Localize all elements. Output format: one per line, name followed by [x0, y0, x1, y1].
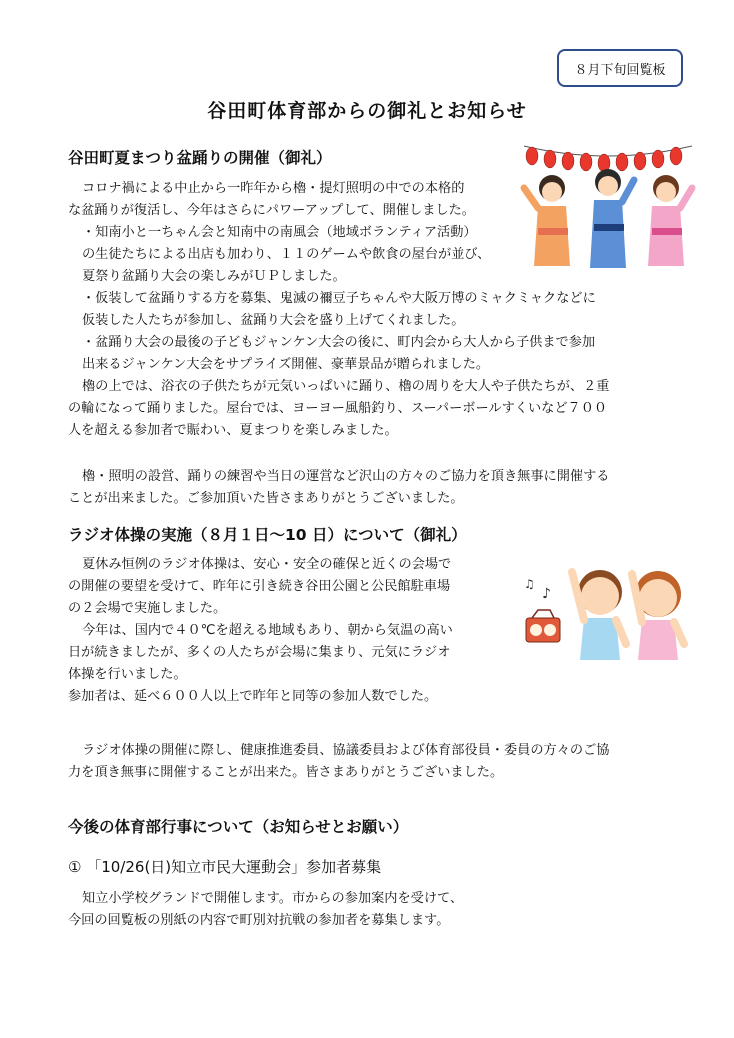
circulation-badge: ８月下旬回覧板 — [557, 49, 683, 87]
bon-odori-thanks: 櫓・照明の設営、踊りの練習や当日の運営など沢山の方々のご協力を頂き無事に開催する ことが出来ました。ご参加頂いた皆さまありがとうございました。 — [68, 469, 610, 506]
radio-taiso-children-illustration — [522, 548, 694, 668]
svg-text:♪: ♪ — [542, 586, 551, 602]
section-heading-bon-odori: 谷田町夏まつり盆踊りの開催（御礼） — [68, 149, 332, 167]
event-heading-undokai: ① 「10/26(日)知立市民大運動会」参加者募集 — [68, 858, 382, 876]
radio-taiso-thanks: ラジオ体操の開催に際し、健康推進委員、協議委員および体育部役員・委員の方々のご協 力を頂き無事に開催することが出来た。皆さまありがとうございました。 — [68, 743, 610, 780]
page-title: 谷田町体育部からの御礼とお知らせ — [207, 100, 527, 122]
bon-odori-body: コロナ禍による中止から一昨年から櫓・提灯照明の中での本格的 な盆踊りが復活し、今年はさらにパワーアップして、開催しました。 ・知南小と一ちゃん会と知南中の南風会（地域ボランティア活動） の生徒たちによる出店も加わり、１１のゲームや飲食の屋台が並び、 夏祭り盆踊り大会の楽しみがＵＰしました。 ・仮装して盆踊りする方を募集、鬼滅の禰豆子ちゃんや大阪万博のミャクミャクなどに 仮装した人たちが参加し、盆踊り大会を盛り上げてくれました。 ・盆踊り大会の最後の子どもジャンケン大会の後に、町内会から大人から子供まで参加 出来るジャンケン大会をサプライズ開催、豪華景品が贈られました。 櫓の上では、浴衣の子供たちが元気いっぱいに踊り、櫓の周りを大人や子供たちが、２重 の輪になって踊りました。屋台では、ヨーヨー風船釣り、スーパーボールすくいなど７００ 人を超える参加者で賑わい、夏まつりを楽しみました。 — [68, 181, 610, 438]
section-heading-radio-taiso: ラジオ体操の実施（８月１日～10 日）について（御礼） — [68, 526, 467, 544]
undokai-body: 知立小学校グランドで開催します。市からの参加案内を受けて、 今回の回覧板の別紙の内容で町別対抗戦の参加者を募集します。 — [68, 891, 464, 928]
section-heading-upcoming-events: 今後の体育部行事について（お知らせとお願い） — [68, 818, 409, 836]
svg-text:♫: ♫ — [524, 577, 535, 591]
radio-taiso-body: 夏休み恒例のラジオ体操は、安心・安全の確保と近くの会場で の開催の要望を受けて、昨年に引き続き谷田公園と公民館駐車場 の２会場で実施しました。 今年は、国内で４０℃を超える地域もあり、朝から気温の高い 日が続きましたが、多くの人たちが会場に集まり、元気にラジオ 体操を行いました。 参加者は、延べ６００人以上で昨年と同等の参加人数でした。 — [68, 557, 453, 704]
